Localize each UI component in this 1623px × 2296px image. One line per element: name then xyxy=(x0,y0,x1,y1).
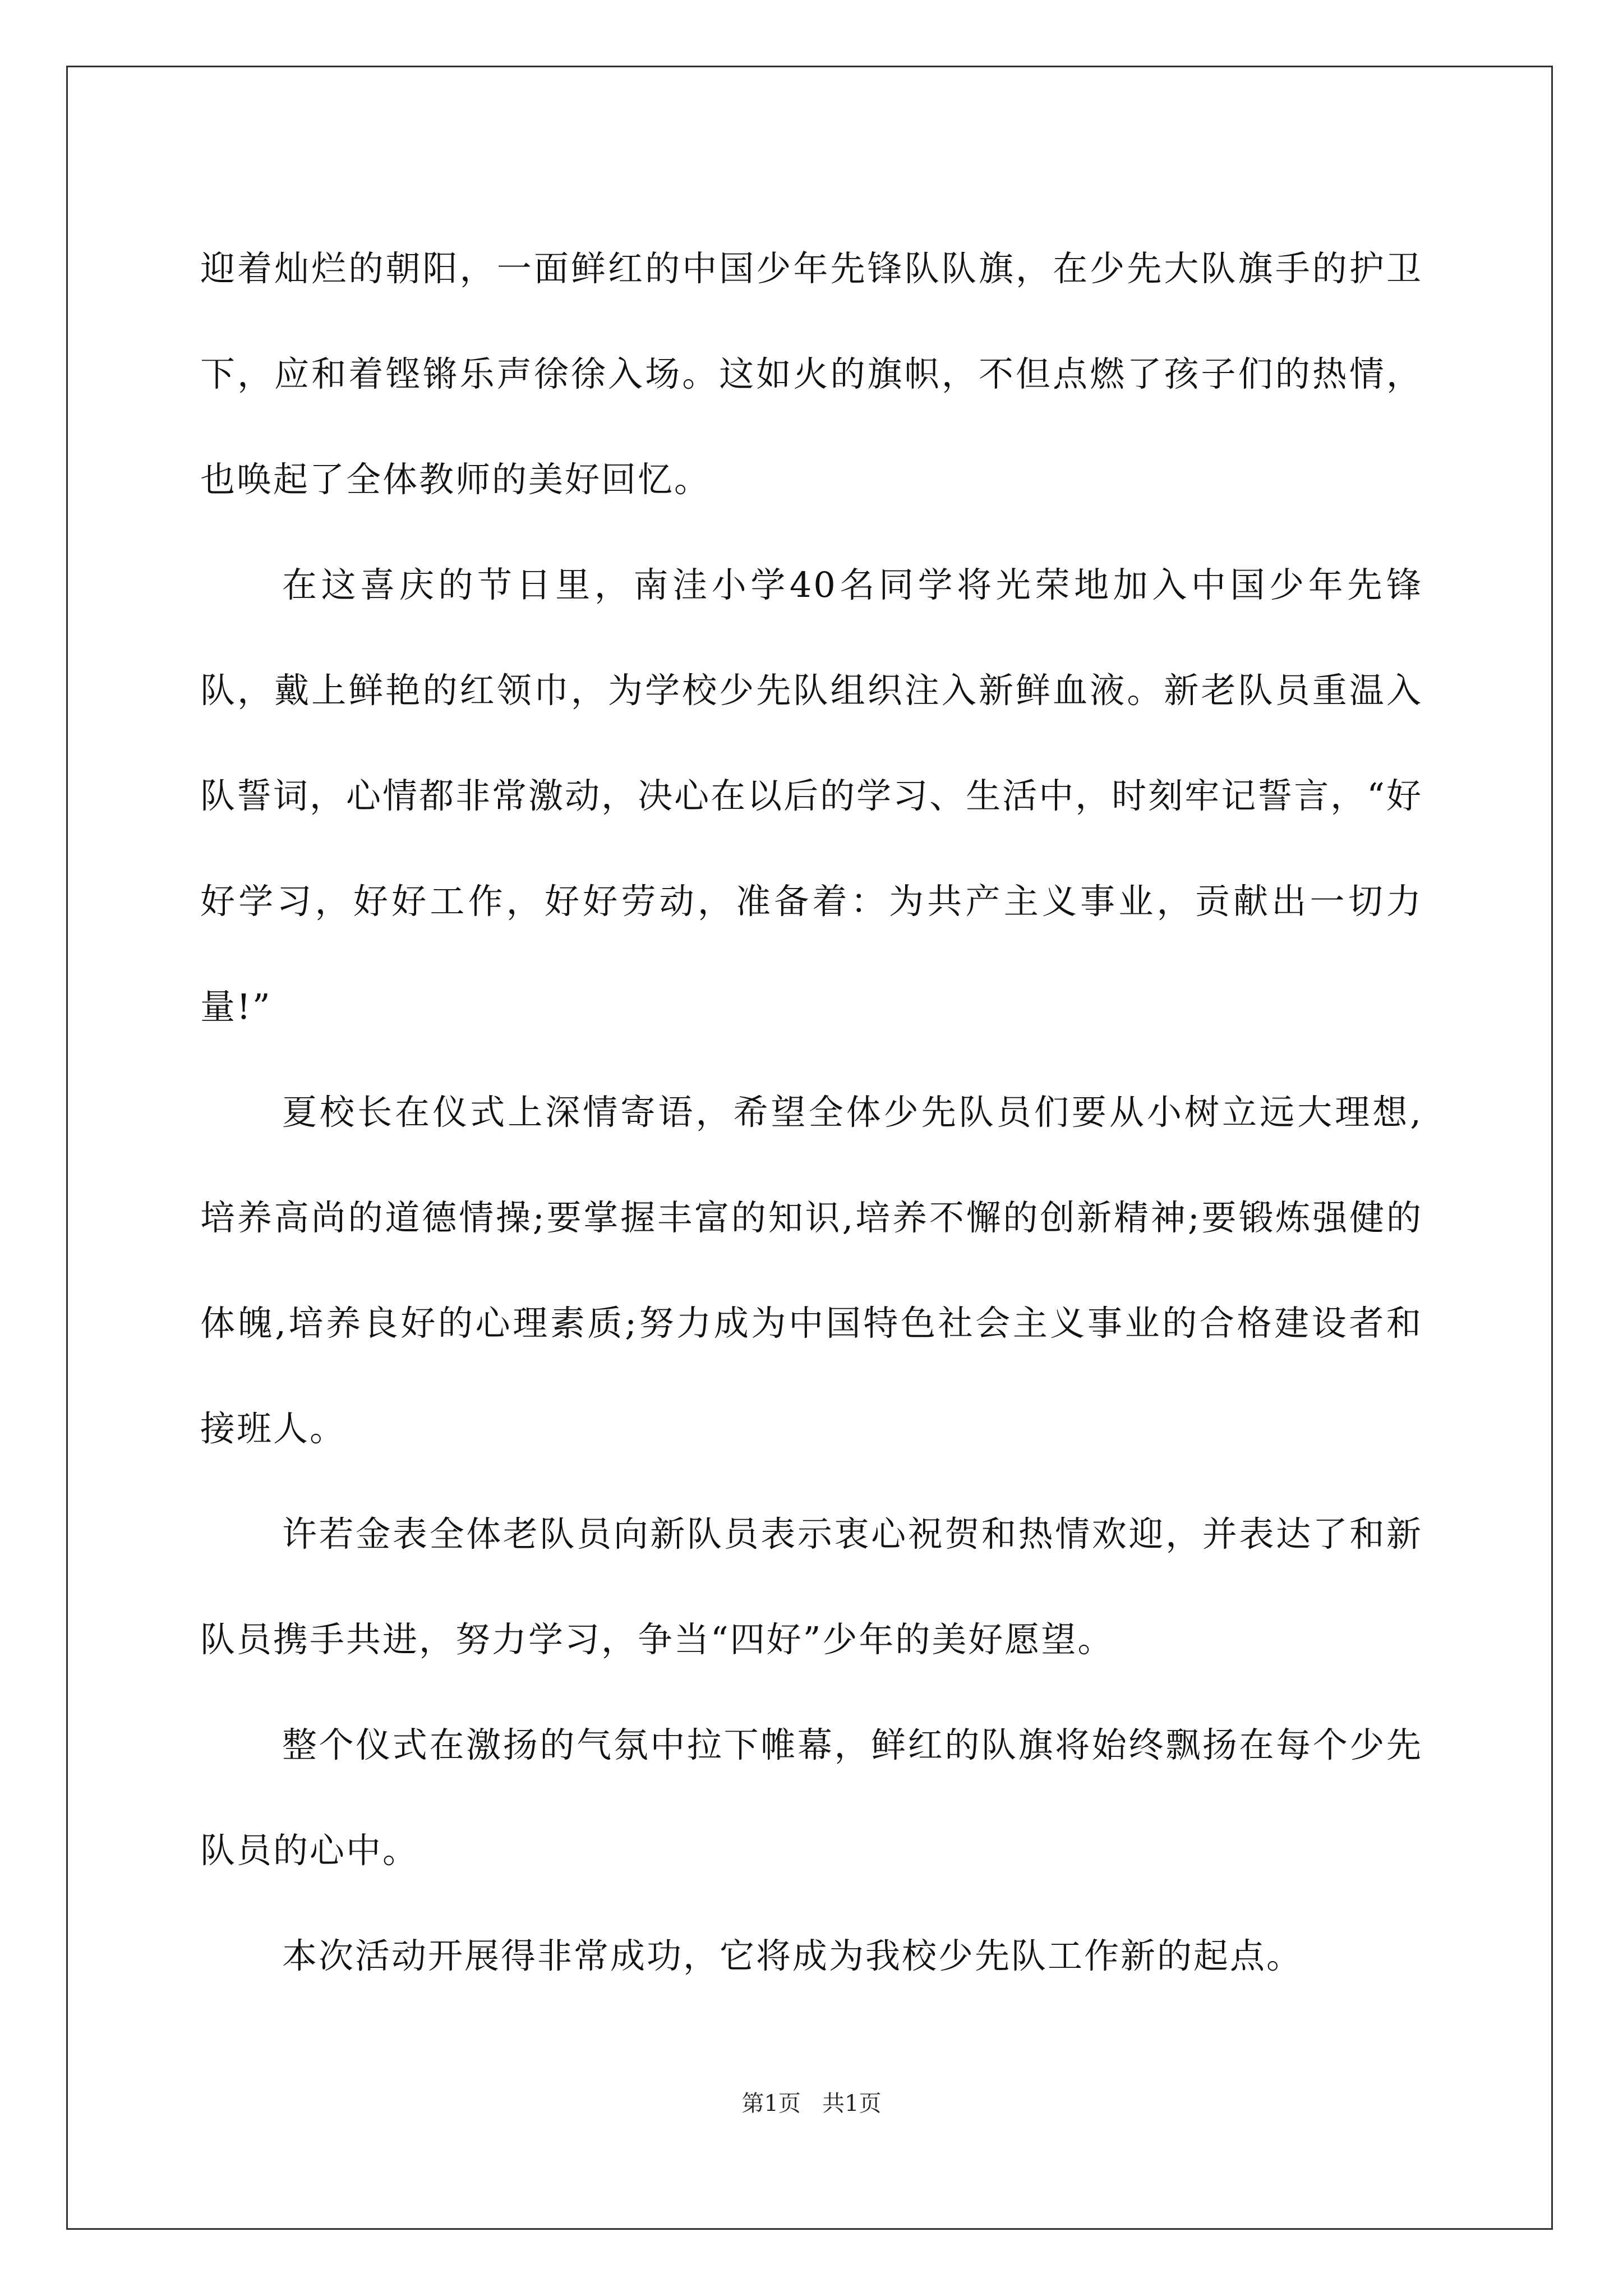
paragraph-3: 夏校长在仪式上深情寄语，希望全体少先队员们要从小树立远大理想,培养高尚的道德情操;要掌握丰富的知识,培养不懈的创新精神;要锻炼强健的体魄,培养良好的心理素质;努力成为中国特色社会主义事业的合格建设者和接班人。 xyxy=(200,1092,1423,1449)
paragraph-6: 本次活动开展得非常成功，它将成为我校少先队工作新的起点。 xyxy=(282,1935,1303,1976)
paragraph-4: 许若金表全体老队员向新队员表示衷心祝贺和热情欢迎，并表达了和新队员携手共进，努力学习，争当“四好”少年的美好愿望。 xyxy=(200,1513,1423,1660)
page-number-footer: 第1页 共1页 xyxy=(741,2091,882,2116)
paragraph-2: 在这喜庆的节日里，南洼小学40名同学将光荣地加入中国少年先锋队，戴上鲜艳的红领巾，为学校少先队组织注入新鲜血液。新老队员重温入队誓词，心情都非常激动，决心在以后的学习、生活中，时刻牢记誓言，“好好学习，好好工作，好好劳动，准备着：为共产主义事业，贡献出一切力量!” xyxy=(200,564,1423,1027)
paragraph-5: 整个仪式在激扬的气氛中拉下帷幕，鲜红的队旗将始终飘扬在每个少先队员的心中。 xyxy=(200,1724,1423,1871)
paragraph-1: 迎着灿烂的朝阳，一面鲜红的中国少年先锋队队旗，在少先大队旗手的护卫下，应和着铿锵乐声徐徐入场。这如火的旗帜，不但点燃了孩子们的热情，也唤起了全体教师的美好回忆。 xyxy=(200,248,1423,500)
document-body xyxy=(200,216,1423,2009)
